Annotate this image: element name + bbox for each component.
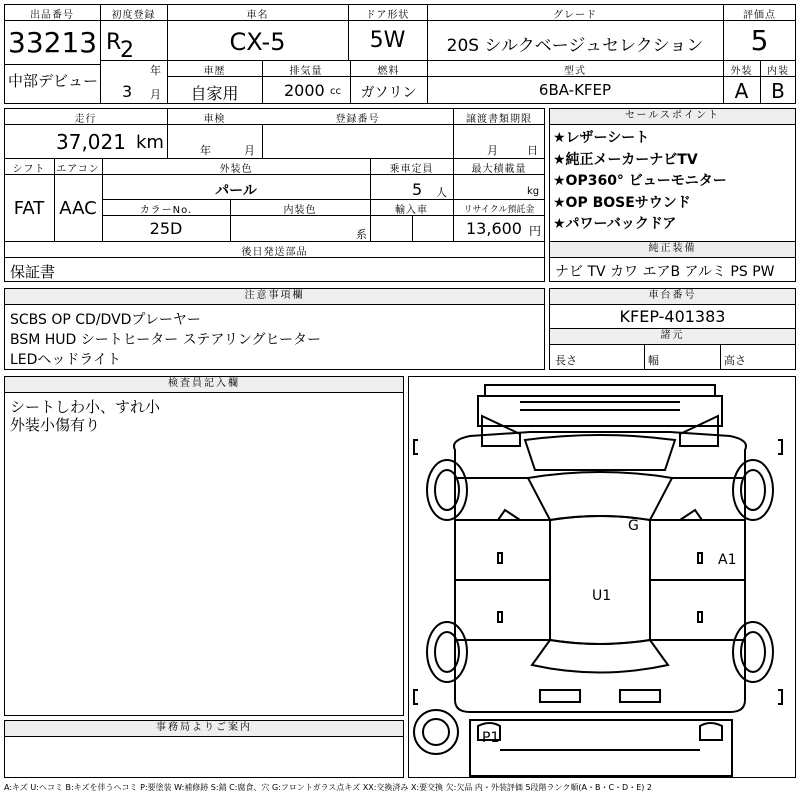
car-name: CX-5 bbox=[229, 28, 286, 56]
lot-number: 33213 bbox=[8, 26, 98, 59]
aircon-label: エアコン bbox=[56, 164, 100, 175]
shift-label: シフト bbox=[12, 164, 46, 175]
chassis-number: KFEP-401383 bbox=[619, 307, 726, 326]
int-color-label: 内装色 bbox=[283, 205, 317, 216]
height-label: 高さ bbox=[724, 354, 746, 367]
shift-value: FAT bbox=[13, 198, 45, 219]
sales-point: ★OP360° ビューモニター bbox=[553, 173, 727, 189]
dimensions-label: 諸元 bbox=[550, 329, 795, 345]
mileage-unit: km bbox=[136, 132, 164, 153]
grade-value: 20S シルクベージュセレクション bbox=[446, 36, 704, 56]
mileage-label: 走行 bbox=[74, 114, 97, 125]
first-reg-label: 初度登録 bbox=[111, 10, 156, 21]
ext-color-value: パール bbox=[215, 183, 257, 199]
equipment-value: ナビ TV カワ エアB アルミ PS PW bbox=[555, 264, 775, 280]
door-value: 5W bbox=[369, 28, 406, 53]
fuel-label: 燃料 bbox=[377, 66, 400, 77]
inspection-year-label: 年 bbox=[200, 144, 211, 157]
sales-point: ★OP BOSEサウンド bbox=[553, 194, 691, 211]
door-label: ドア形状 bbox=[365, 10, 410, 21]
era-letter: R bbox=[106, 30, 122, 55]
inspection-label: 車検 bbox=[203, 114, 226, 125]
capacity-unit: 人 bbox=[436, 186, 447, 199]
era-year: 2 bbox=[120, 38, 134, 63]
transfer-month-label: 月 bbox=[487, 144, 498, 157]
ext-grade-value: A bbox=[734, 79, 749, 103]
color-no-value: 25D bbox=[149, 219, 183, 238]
model-value: 6BA-KFEP bbox=[538, 81, 612, 99]
chassis-label: 車台番号 bbox=[550, 289, 795, 305]
width-label: 幅 bbox=[648, 354, 659, 367]
sales-point: ★純正メーカーナビTV bbox=[553, 151, 698, 168]
ext-color-label: 外装色 bbox=[219, 164, 253, 175]
import-label: 輸入車 bbox=[395, 205, 428, 216]
sales-point: ★レザーシート bbox=[553, 130, 650, 146]
transfer-day-label: 日 bbox=[527, 144, 538, 157]
ext-grade-label: 外装 bbox=[730, 66, 753, 77]
note-line: LEDヘッドライト bbox=[10, 352, 122, 368]
damage-mark-p1: P1 bbox=[482, 730, 500, 746]
fuel-value: ガソリン bbox=[360, 85, 417, 101]
sales-point: ★パワーバックドア bbox=[553, 216, 677, 232]
score-label: 評価点 bbox=[743, 10, 776, 21]
reg-month: 3 bbox=[122, 82, 133, 101]
damage-mark-a1: A1 bbox=[718, 552, 737, 568]
notes-label: 注意事項欄 bbox=[5, 289, 544, 305]
int-color-unit: 系 bbox=[356, 228, 367, 241]
minor-change: 中部デビュー bbox=[8, 72, 99, 90]
note-line: BSM HUD シートヒーター ステアリングヒーター bbox=[10, 332, 321, 348]
score-value: 5 bbox=[750, 24, 769, 57]
int-grade-label: 内装 bbox=[767, 66, 789, 77]
length-label: 長さ bbox=[555, 354, 577, 367]
legend: A:キズ U:ヘコミ B:キズを伴うヘコミ P:要塗装 W:補修跡 S:錆 C:腐食、穴 G:フロントガラス点キズ XX:交換済み X:要交換 欠:欠品 内・外装評価 5段階ランク順(A・B・C・D・E) 2 bbox=[4, 783, 653, 792]
transfer-label: 譲渡書類期限 bbox=[466, 114, 532, 125]
damage-mark-u1: U1 bbox=[592, 588, 612, 604]
history-value: 自家用 bbox=[190, 84, 239, 103]
displacement-label: 排気量 bbox=[289, 66, 323, 77]
displacement-value: 2000 bbox=[284, 81, 325, 100]
plate-label: 登録番号 bbox=[335, 114, 380, 125]
inspection-month-label: 月 bbox=[244, 144, 255, 157]
month-label: 月 bbox=[150, 88, 161, 101]
recycle-label: リサイクル預託金 bbox=[463, 205, 535, 215]
model-label: 型式 bbox=[564, 66, 586, 77]
recycle-value: 13,600 bbox=[466, 219, 522, 238]
note-line: SCBS OP CD/DVDプレーヤー bbox=[10, 312, 201, 328]
recycle-unit: 円 bbox=[529, 224, 542, 238]
car-name-label: 車名 bbox=[246, 10, 269, 21]
capacity-value: 5 bbox=[412, 180, 423, 199]
inspector-line: 外装小傷有り bbox=[10, 416, 101, 434]
inspector-line: シートしわ小、すれ小 bbox=[10, 398, 161, 416]
damage-mark-g: G bbox=[628, 518, 639, 534]
aircon-value: AAC bbox=[59, 198, 97, 219]
capacity-label: 乗車定員 bbox=[389, 164, 434, 175]
inspector-label: 検査員記入欄 bbox=[5, 377, 403, 393]
equipment-label: 純正装備 bbox=[550, 242, 795, 258]
later-parts-value: 保証書 bbox=[10, 263, 56, 281]
load-label: 最大積載量 bbox=[471, 164, 527, 175]
int-grade-value: B bbox=[771, 79, 785, 103]
load-unit: kg bbox=[527, 186, 540, 197]
later-parts-label: 後日発送部品 bbox=[241, 247, 308, 258]
color-no-label: カラーNo. bbox=[139, 205, 193, 216]
displacement-unit: cc bbox=[330, 86, 341, 97]
grade-label: グレード bbox=[553, 10, 597, 21]
year-label: 年 bbox=[150, 64, 161, 77]
history-label: 車歴 bbox=[203, 66, 226, 77]
lot-label: 出品番号 bbox=[30, 10, 74, 21]
sales-points-label: セールスポイント bbox=[549, 108, 796, 125]
mileage-value: 37,021 bbox=[56, 130, 126, 154]
office-label: 事務局よりご案内 bbox=[5, 721, 403, 737]
